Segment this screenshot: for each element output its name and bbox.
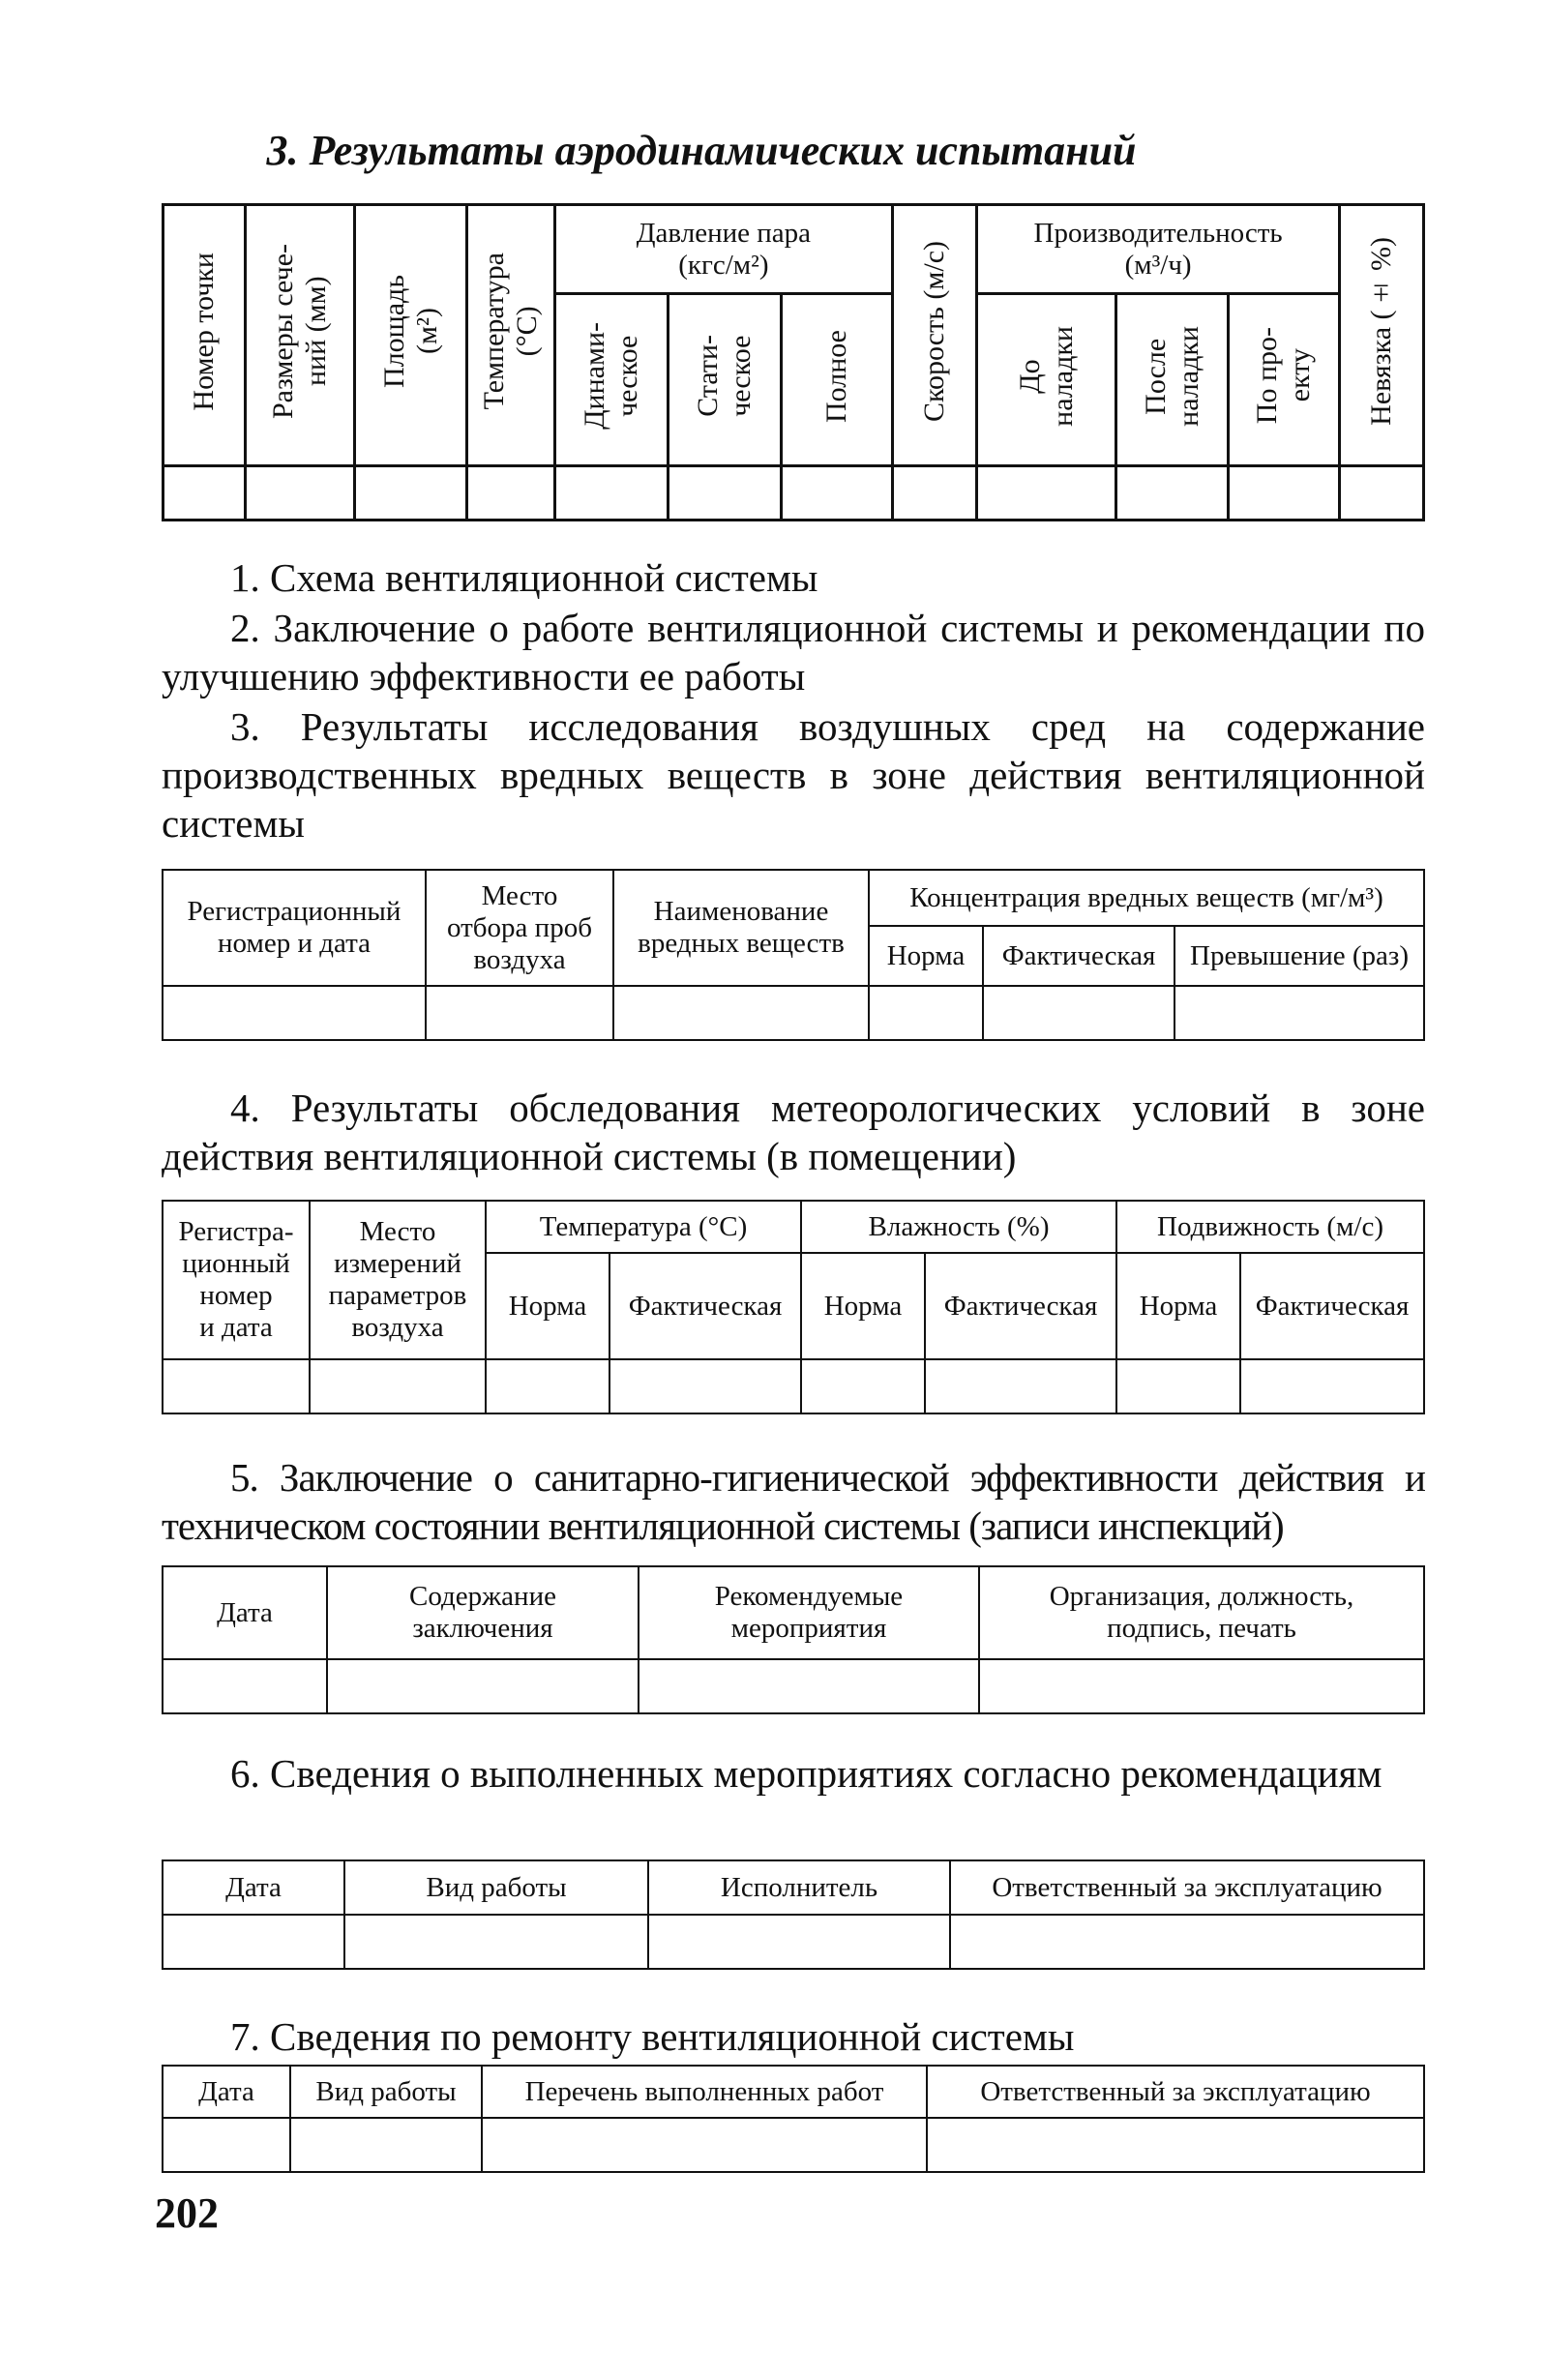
section-7-title: 7. Сведения по ремонту вентиляционной системы [230,2014,1075,2059]
aerodynamic-table [162,203,1425,521]
list-item-1: 1. Схема вентиляционной системы [230,555,818,600]
inspections-table [162,1565,1425,1714]
header-temperature: Температура (°С) [486,1201,801,1253]
measures-table [162,1859,1425,1970]
header-dynamic: Динами- ческое [554,294,669,466]
header-full: Полное [782,294,893,466]
header-after: После наладки [1116,294,1228,466]
table-row [164,466,1424,521]
header-temperature: Температура (°С) [467,205,554,466]
header-temp-actual: Фактическая [609,1253,801,1359]
header-sampling-place: Место отбора проб воздуха [426,870,613,986]
section-6-title: 6. Сведения о выполненных мероприятиях согласно рекомендациям [230,1751,1382,1796]
table-row [163,1359,1424,1413]
table-row [163,2118,1424,2172]
header-speed: Скорость (м/с) [893,205,977,466]
header-norm: Норма [869,926,983,986]
header-concentration: Концентрация вредных веществ (мг/м³) [869,870,1424,926]
harmful-substances-table [162,869,1425,1041]
meteorological-table [162,1200,1425,1414]
header-temp-norm: Норма [486,1253,609,1359]
table-row [163,1915,1424,1969]
header-responsible: Ответственный за эксплуатацию [927,2066,1424,2118]
header-discrepancy: Невязка (± %) [1340,205,1424,466]
header-project: По про- екту [1228,294,1339,466]
list-item-2: 2. Заключение о работе вентиляционной системы и рекомендации по улучшению эффективности ее работы [162,606,1425,699]
header-sizes: Размеры сече- ний (мм) [245,205,354,466]
page-number: 202 [155,2189,219,2237]
header-substance-name: Наименование вредных веществ [613,870,869,986]
header-reg-number: Регистра- ционный номер и дата [163,1201,310,1359]
section-4-title: 4. Результаты обследования метеорологических условий в зоне действия вентиляционной системы (в помещении) [162,1086,1425,1178]
header-work-type: Вид работы [290,2066,482,2118]
header-date: Дата [163,1860,344,1915]
header-point: Номер точки [164,205,246,466]
header-organization: Организация, должность, подпись, печать [979,1566,1424,1659]
header-area: Площадь (м²) [354,205,467,466]
header-capacity: Производительность (м³/ч) [976,205,1339,294]
header-date: Дата [163,1566,327,1659]
section-5-title: 5. Заключение о санитарно-гигиенической эффективности действия и техническом состоянии вентиляционной системы (записи инспекций) [162,1455,1425,1548]
header-content: Содержание заключения [327,1566,639,1659]
header-actual: Фактическая [983,926,1174,986]
header-measure-place: Место измерений параметров воздуха [310,1201,486,1359]
header-recommended: Рекомендуемые мероприятия [639,1566,979,1659]
header-works-list: Перечень выполненных работ [482,2066,927,2118]
header-reg-number: Регистрационный номер и дата [163,870,426,986]
header-date: Дата [163,2066,290,2118]
header-responsible: Ответственный за эксплуатацию [950,1860,1424,1915]
repair-table [162,2065,1425,2173]
header-pressure: Давление пара (кгс/м²) [554,205,893,294]
header-humidity-actual: Фактическая [925,1253,1116,1359]
section-3-title: 3. Результаты аэродинамических испытаний [266,127,1137,174]
header-before: До наладки [976,294,1115,466]
header-humidity: Влажность (%) [801,1201,1116,1253]
header-executor: Исполнитель [648,1860,950,1915]
list-item-3: 3. Результаты исследования воздушных сред на содержание производственных вредных веществ в зоне действия вентиляционной системы [162,704,1425,846]
table-row [163,1659,1424,1713]
header-humidity-norm: Норма [801,1253,925,1359]
header-work-type: Вид работы [344,1860,648,1915]
table-row [163,986,1424,1040]
header-excess: Превышение (раз) [1174,926,1424,986]
header-mobility: Подвижность (м/с) [1116,1201,1424,1253]
header-static: Стати- ческое [669,294,782,466]
header-mobility-norm: Норма [1116,1253,1240,1359]
header-mobility-actual: Фактическая [1240,1253,1424,1359]
